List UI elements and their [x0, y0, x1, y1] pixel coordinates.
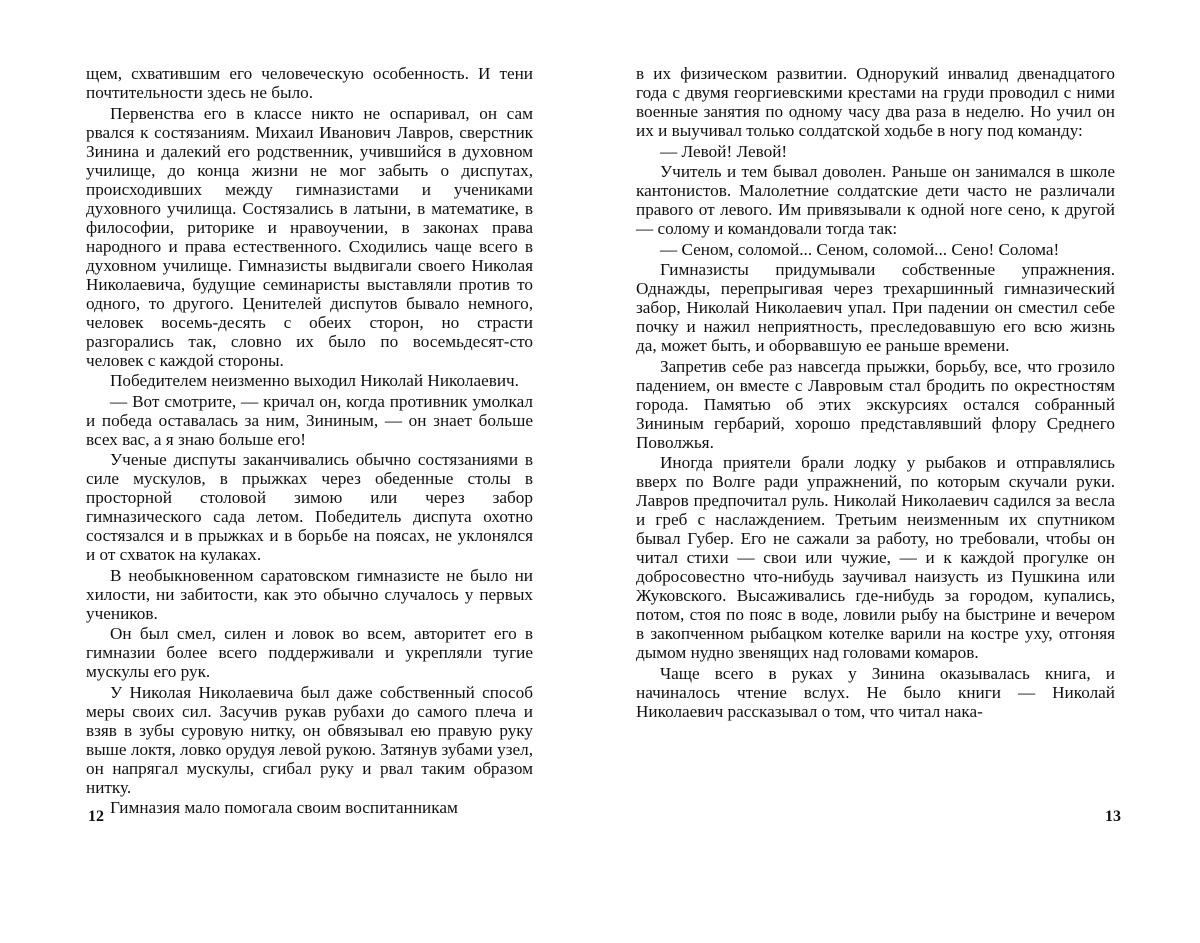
paragraph: — Вот смотрите, — кричал он, когда противник умолкал и победа оставалась за ним, Зининым, — он знает больше всех вас, а я знаю больше его! [86, 392, 533, 449]
paragraph: Победителем неизменно выходил Николай Николаевич. [86, 371, 533, 390]
paragraph: В необыкновенном саратовском гимназисте не было ни хилости, ни забитости, как это обычно случалось у первых учеников. [86, 566, 533, 623]
paragraph: Он был смел, силен и ловок во всем, авторитет его в гимназии более всего поддерживали и укрепляли тугие мускулы его рук. [86, 624, 533, 681]
page-number: 12 [88, 808, 104, 826]
paragraph: в их физическом развитии. Однорукий инвалид двенадцатого года с двумя георгиевскими крестами на груди проводил с ними военные занятия по одному часу два раза в неделю. Но учил он их и выучивал только солдатской ходьбе в ногу под команду: [636, 64, 1115, 140]
paragraph: — Левой! Левой! [636, 142, 1115, 161]
paragraph: Гимназисты придумывали собственные упражнения. Однажды, перепрыгивая через трехаршинный гимназический забор, Николай Николаевич упал. При падении он сместил себе почку и нажил неприятность, преследовавшую его всю жизнь да, может быть, и оборвавшую ее раньше времени. [636, 260, 1115, 355]
paragraph: — Сеном, соломой... Сеном, соломой... Сено! Солома! [636, 240, 1115, 259]
paragraph: У Николая Николаевича был даже собственный способ меры своих сил. Засучив рукав рубахи до самого плеча и взяв в зубы суровую нитку, он обвязывал ею правую руку выше локтя, ловко орудуя левой рукою. Затянув зубами узел, он напрягал мускулы, сгибал руку и рвал таким образом нитку. [86, 683, 533, 797]
paragraph: щем, схватившим его человеческую особенность. И тени почтительности здесь не было. [86, 64, 533, 102]
left-page-text [86, 64, 533, 817]
paragraph: Ученые диспуты заканчивались обычно состязаниями в силе мускулов, в прыжках через обеденные столы в просторной столовой зимою или через забор гимназического сада летом. Победитель диспута охотно состязался и в прыжках и в борьбе на поясах, не уклонялся и от схваток на кулаках. [86, 450, 533, 564]
paragraph: Первенства его в классе никто не оспаривал, он сам рвался к состязаниям. Михаил Иванович Лавров, сверстник Зинина и далекий его родственник, учившийся в духовном училище, до конца жизни не мог забыть о диспутах, происходивших между гимназистами и учениками духовного училища. Состязались в латыни, в математике, в философии, риторике и нравоучении, в законах права народного и права естественного. Сходились чаще всего в духовном училище. Гимназисты выдвигали своего Николая Николаевича, будущие семинаристы выставляли против то одного, то другого. Ценителей диспутов бывало немного, человек восемь-десять с обеих сторон, но страсти разгорались так, словно их было по восемьдесят-сто человек с каждой стороны. [86, 104, 533, 370]
paragraph: Запретив себе раз навсегда прыжки, борьбу, все, что грозило падением, он вместе с Лавровым стал бродить по окрестностям города. Памятью об этих экскурсиях остался собранный Зининым гербарий, хорошо представлявший флору Среднего Поволжья. [636, 357, 1115, 452]
paragraph: Гимназия мало помогала своим воспитанникам [86, 798, 533, 817]
right-page [600, 0, 1200, 943]
paragraph: Иногда приятели брали лодку у рыбаков и отправлялись вверх по Волге ради упражнений, по которым скучали руки. Лавров предпочитал руль. Николай Николаевич садился за весла и греб с наслаждением. Третьим неизменным их спутником бывал Губер. Его не сажали за работу, но требовали, чтобы он читал стихи — свои или чужие, — и к каждой прогулке он добросовестно что-нибудь заучивал наизусть из Пушкина или Жуковского. Высаживались где-нибудь за городом, купались, потом, стоя по пояс в воде, ловили рыбу на быстрине и вечером в закопченном рыбацком котелке варили на костре уху, отгоняя дымом нудно звенящих над головами комаров. [636, 453, 1115, 662]
page-number: 13 [1105, 808, 1121, 826]
left-page [0, 0, 600, 943]
paragraph: Чаще всего в руках у Зинина оказывалась книга, и начиналось чтение вслух. Не было книги — Николай Николаевич рассказывал о том, что читал нака- [636, 664, 1115, 721]
paragraph: Учитель и тем бывал доволен. Раньше он занимался в школе кантонистов. Малолетние солдатские дети часто не различали правого от левого. Им привязывали к одной ноге сено, к другой — солому и командовали тогда так: [636, 162, 1115, 238]
right-page-text [636, 64, 1115, 721]
